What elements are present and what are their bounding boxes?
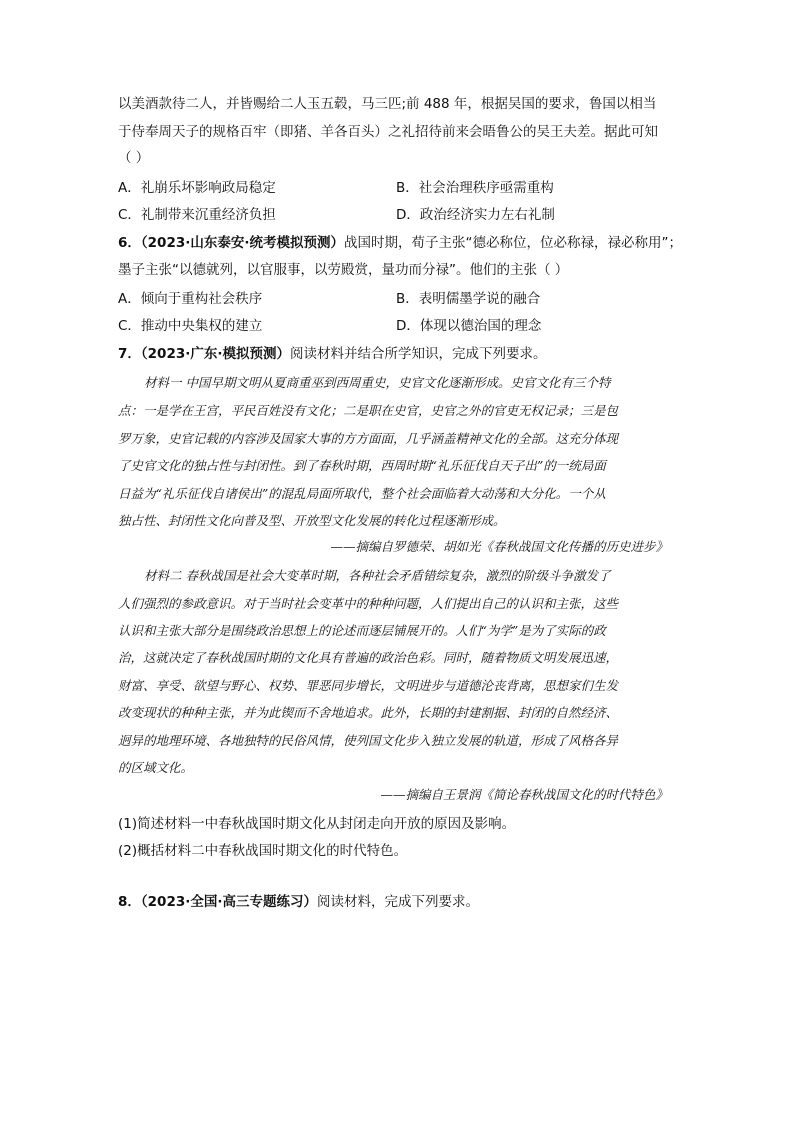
material2-line: 的区域文化。	[118, 760, 194, 775]
intro-line-2: 于侍奉周天子的规格百牢（即猪、羊各百头）之礼招待前来会晤鲁公的吴王夫差。据此可知	[118, 124, 658, 140]
q6-stem-line-2: 墨子主张“以德就列，以官服事，以劳殿赏，量功而分禄”。他们的主张（ ）	[118, 262, 569, 278]
material2-line: 治，这就决定了春秋战国时期的文化具有普遍的政治色彩。同时，随着物质文明发展迅速，	[118, 650, 619, 665]
q6-option-b: B．表明儒墨学说的融合	[396, 291, 541, 307]
material2-line: 改变现状的种种主张，并为此锲而不舍地追求。此外，长期的封建割据、封闭的自然经济、	[118, 705, 619, 720]
q6-source: （2023·山东泰安·统考模拟预测）	[140, 235, 344, 251]
q6-stem-line-1	[118, 233, 682, 253]
q5-option-c: C．礼制带来沉重经济负担	[118, 207, 276, 223]
q6-stem-text: 战国时期，荀子主张“德必称位，位必称禄，禄必称用”；	[344, 235, 682, 251]
q6-option-d: D．体现以德治国的理念	[396, 318, 542, 334]
material2-line: 迥异的地理环境、各地独特的民俗风情，使列国文化步入独立发展的轨道，形成了风格各异	[118, 733, 619, 748]
material1-line: 材料一 中国早期文明从夏商重巫到西周重史，史官文化逐渐形成。史官文化有三个特	[144, 375, 611, 390]
intro-line-1: 以美酒款待二人，并皆赐给二人玉五毂，马三匹;前 488 年，根据吴国的要求，鲁国以相当	[118, 96, 657, 112]
q8-stem-text: 阅读材料，完成下列要求。	[317, 894, 479, 910]
q7-sub-question-2: (2)概括材料二中春秋战国时期文化的时代特色。	[118, 843, 408, 859]
q7-stem-text: 阅读材料并结合所学知识，完成下列要求。	[290, 346, 547, 362]
q5-option-d: D．政治经济实力左右礼制	[396, 207, 555, 223]
q5-option-a: A．礼崩乐坏影响政局稳定	[118, 180, 276, 196]
q8-source: （2023·全国·高三专题练习）	[140, 894, 317, 910]
material1-source: ——摘编自罗德荣、胡如光《春秋战国文化传播的历史进步》	[330, 539, 668, 554]
q7-stem	[118, 344, 678, 364]
material1-line: 点：一是学在王宫，平民百姓没有文化；二是职在史官，史官之外的官吏无权记录；三是包	[118, 403, 619, 418]
q8-number: 8．	[118, 894, 141, 910]
q5-option-b: B．社会治理秩序亟需重构	[396, 180, 554, 196]
material1-line: 了史官文化的独占性与封闭性。到了春秋时期，西周时期“礼乐征伐自天子出”的一统局面	[118, 458, 606, 473]
material2-line: 人们强烈的参政意识。对于当时社会变革中的种种问题，人们提出自己的认识和主张，这些	[118, 596, 619, 611]
intro-line-3: （ ）	[118, 150, 150, 166]
q6-option-a: A．倾向于重构社会秩序	[118, 291, 263, 307]
material2-line: 材料二 春秋战国是社会大变革时期，各种社会矛盾错综复杂，激烈的阶级斗争激发了	[144, 568, 611, 583]
q8-stem	[118, 892, 678, 912]
material2-source: ——摘编自王景润《简论春秋战国文化的时代特色》	[380, 787, 668, 802]
material1-line: 独占性、封闭性文化向普及型、开放型文化发展的转化过程逐渐形成。	[118, 513, 506, 528]
material1-line: 日益为“礼乐征伐自诸侯出”的混乱局面所取代，整个社会面临着大动荡和大分化。一个从	[118, 486, 606, 501]
q7-source: （2023·广东·模拟预测）	[140, 346, 290, 362]
material2-line: 认识和主张大部分是围绕政治思想上的论述而逐层铺展开的。人们“为学”是为了实际的政	[118, 623, 606, 638]
material1-line: 罗万象，史官记载的内容涉及国家大事的方方面面，几乎涵盖精神文化的全部。这充分体现	[118, 431, 619, 446]
q7-sub-question-1: (1)简述材料一中春秋战国时期文化从封闭走向开放的原因及影响。	[118, 816, 516, 832]
material2-line: 财富、享受、欲望与野心、权势、罪恶同步增长，文明进步与道德沦丧背离，思想家们生发	[118, 678, 619, 693]
q6-number: 6．	[118, 235, 141, 251]
q6-option-c: C．推动中央集权的建立	[118, 318, 263, 334]
q7-number: 7．	[118, 346, 141, 362]
